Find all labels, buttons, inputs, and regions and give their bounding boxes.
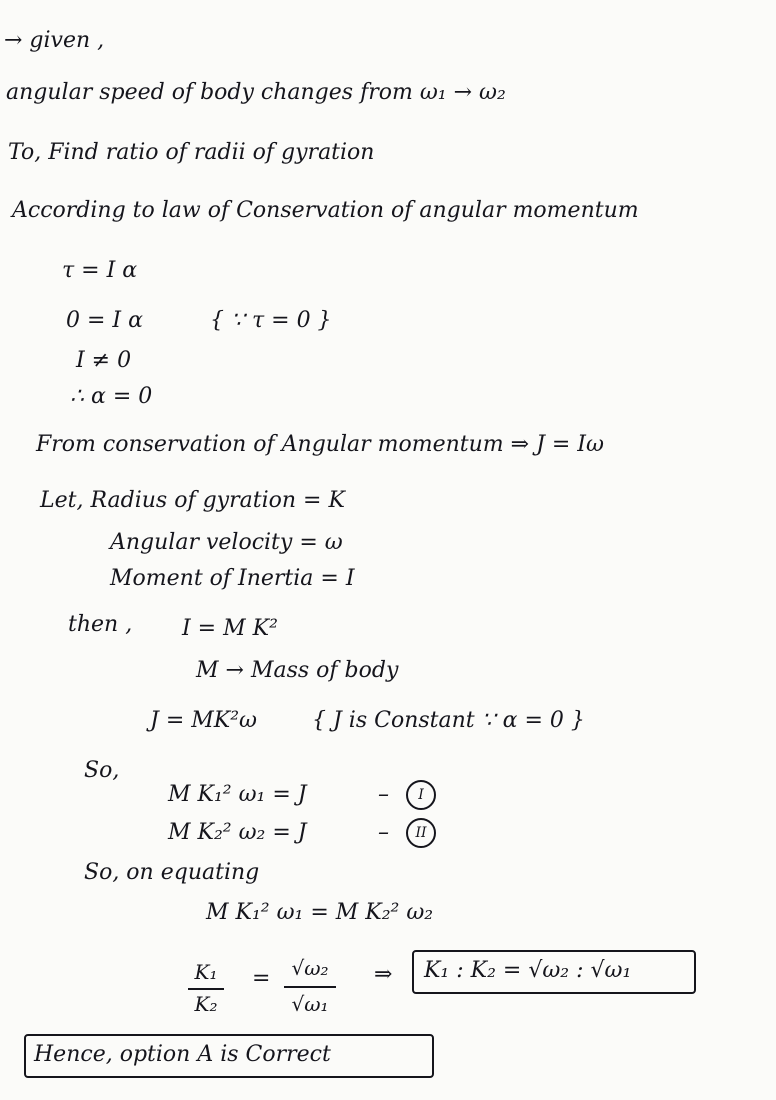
- angular-momentum-line: From conservation of Angular momentum ⇒ J = Iω: [36, 432, 604, 457]
- dash-two: –: [378, 820, 389, 845]
- law-statement: According to law of Conservation of angular momentum: [12, 198, 639, 223]
- equation-two-tag: II: [406, 818, 436, 848]
- torque-zero-reason: { ∵ τ = 0 }: [210, 308, 332, 333]
- inertia-nonzero: I ≠ 0: [76, 348, 132, 373]
- equals-sign: =: [252, 966, 271, 991]
- fraction-left-numerator: K₁: [194, 960, 218, 984]
- so-label: So,: [84, 758, 120, 783]
- given-statement: angular speed of body changes from ω₁ → ω₂: [6, 80, 506, 105]
- fraction-right-denominator: √ω₁: [291, 992, 329, 1016]
- alpha-zero: ∴ α = 0: [70, 384, 153, 409]
- fraction-left-denominator: K₂: [194, 992, 218, 1016]
- dash-one: –: [378, 782, 389, 807]
- equation-one: M K₁² ω₁ = J: [168, 782, 307, 807]
- result-ratio: K₁ : K₂ = √ω₂ : √ω₁: [424, 958, 632, 983]
- fraction-left-bar: [188, 988, 224, 990]
- to-find-line: To, Find ratio of radii of gyration: [8, 140, 375, 165]
- equating-label: So, on equating: [84, 860, 260, 885]
- momentum-formula: J = MK²ω: [150, 708, 257, 733]
- implies-arrow: ⇒: [374, 962, 393, 987]
- given-heading: → given ,: [4, 28, 105, 53]
- conclusion-text: Hence, option A is Correct: [34, 1042, 331, 1067]
- mass-definition: M → Mass of body: [196, 658, 399, 683]
- constant-note: { J is Constant ∵ α = 0 }: [312, 708, 585, 733]
- definition-inertia: Moment of Inertia = I: [110, 566, 355, 591]
- equated-equation: M K₁² ω₁ = M K₂² ω₂: [206, 900, 434, 925]
- definition-radius: Let, Radius of gyration = K: [40, 488, 345, 513]
- torque-equation: τ = I α: [62, 258, 138, 283]
- zero-torque-equation: 0 = I α: [66, 308, 143, 333]
- definition-velocity: Angular velocity = ω: [110, 530, 343, 555]
- inertia-formula: I = M K²: [182, 616, 278, 641]
- fraction-right-bar: [284, 986, 336, 988]
- equation-one-tag: I: [406, 780, 436, 810]
- fraction-right-numerator: √ω₂: [291, 956, 329, 980]
- equation-two: M K₂² ω₂ = J: [168, 820, 307, 845]
- then-label: then ,: [68, 612, 133, 637]
